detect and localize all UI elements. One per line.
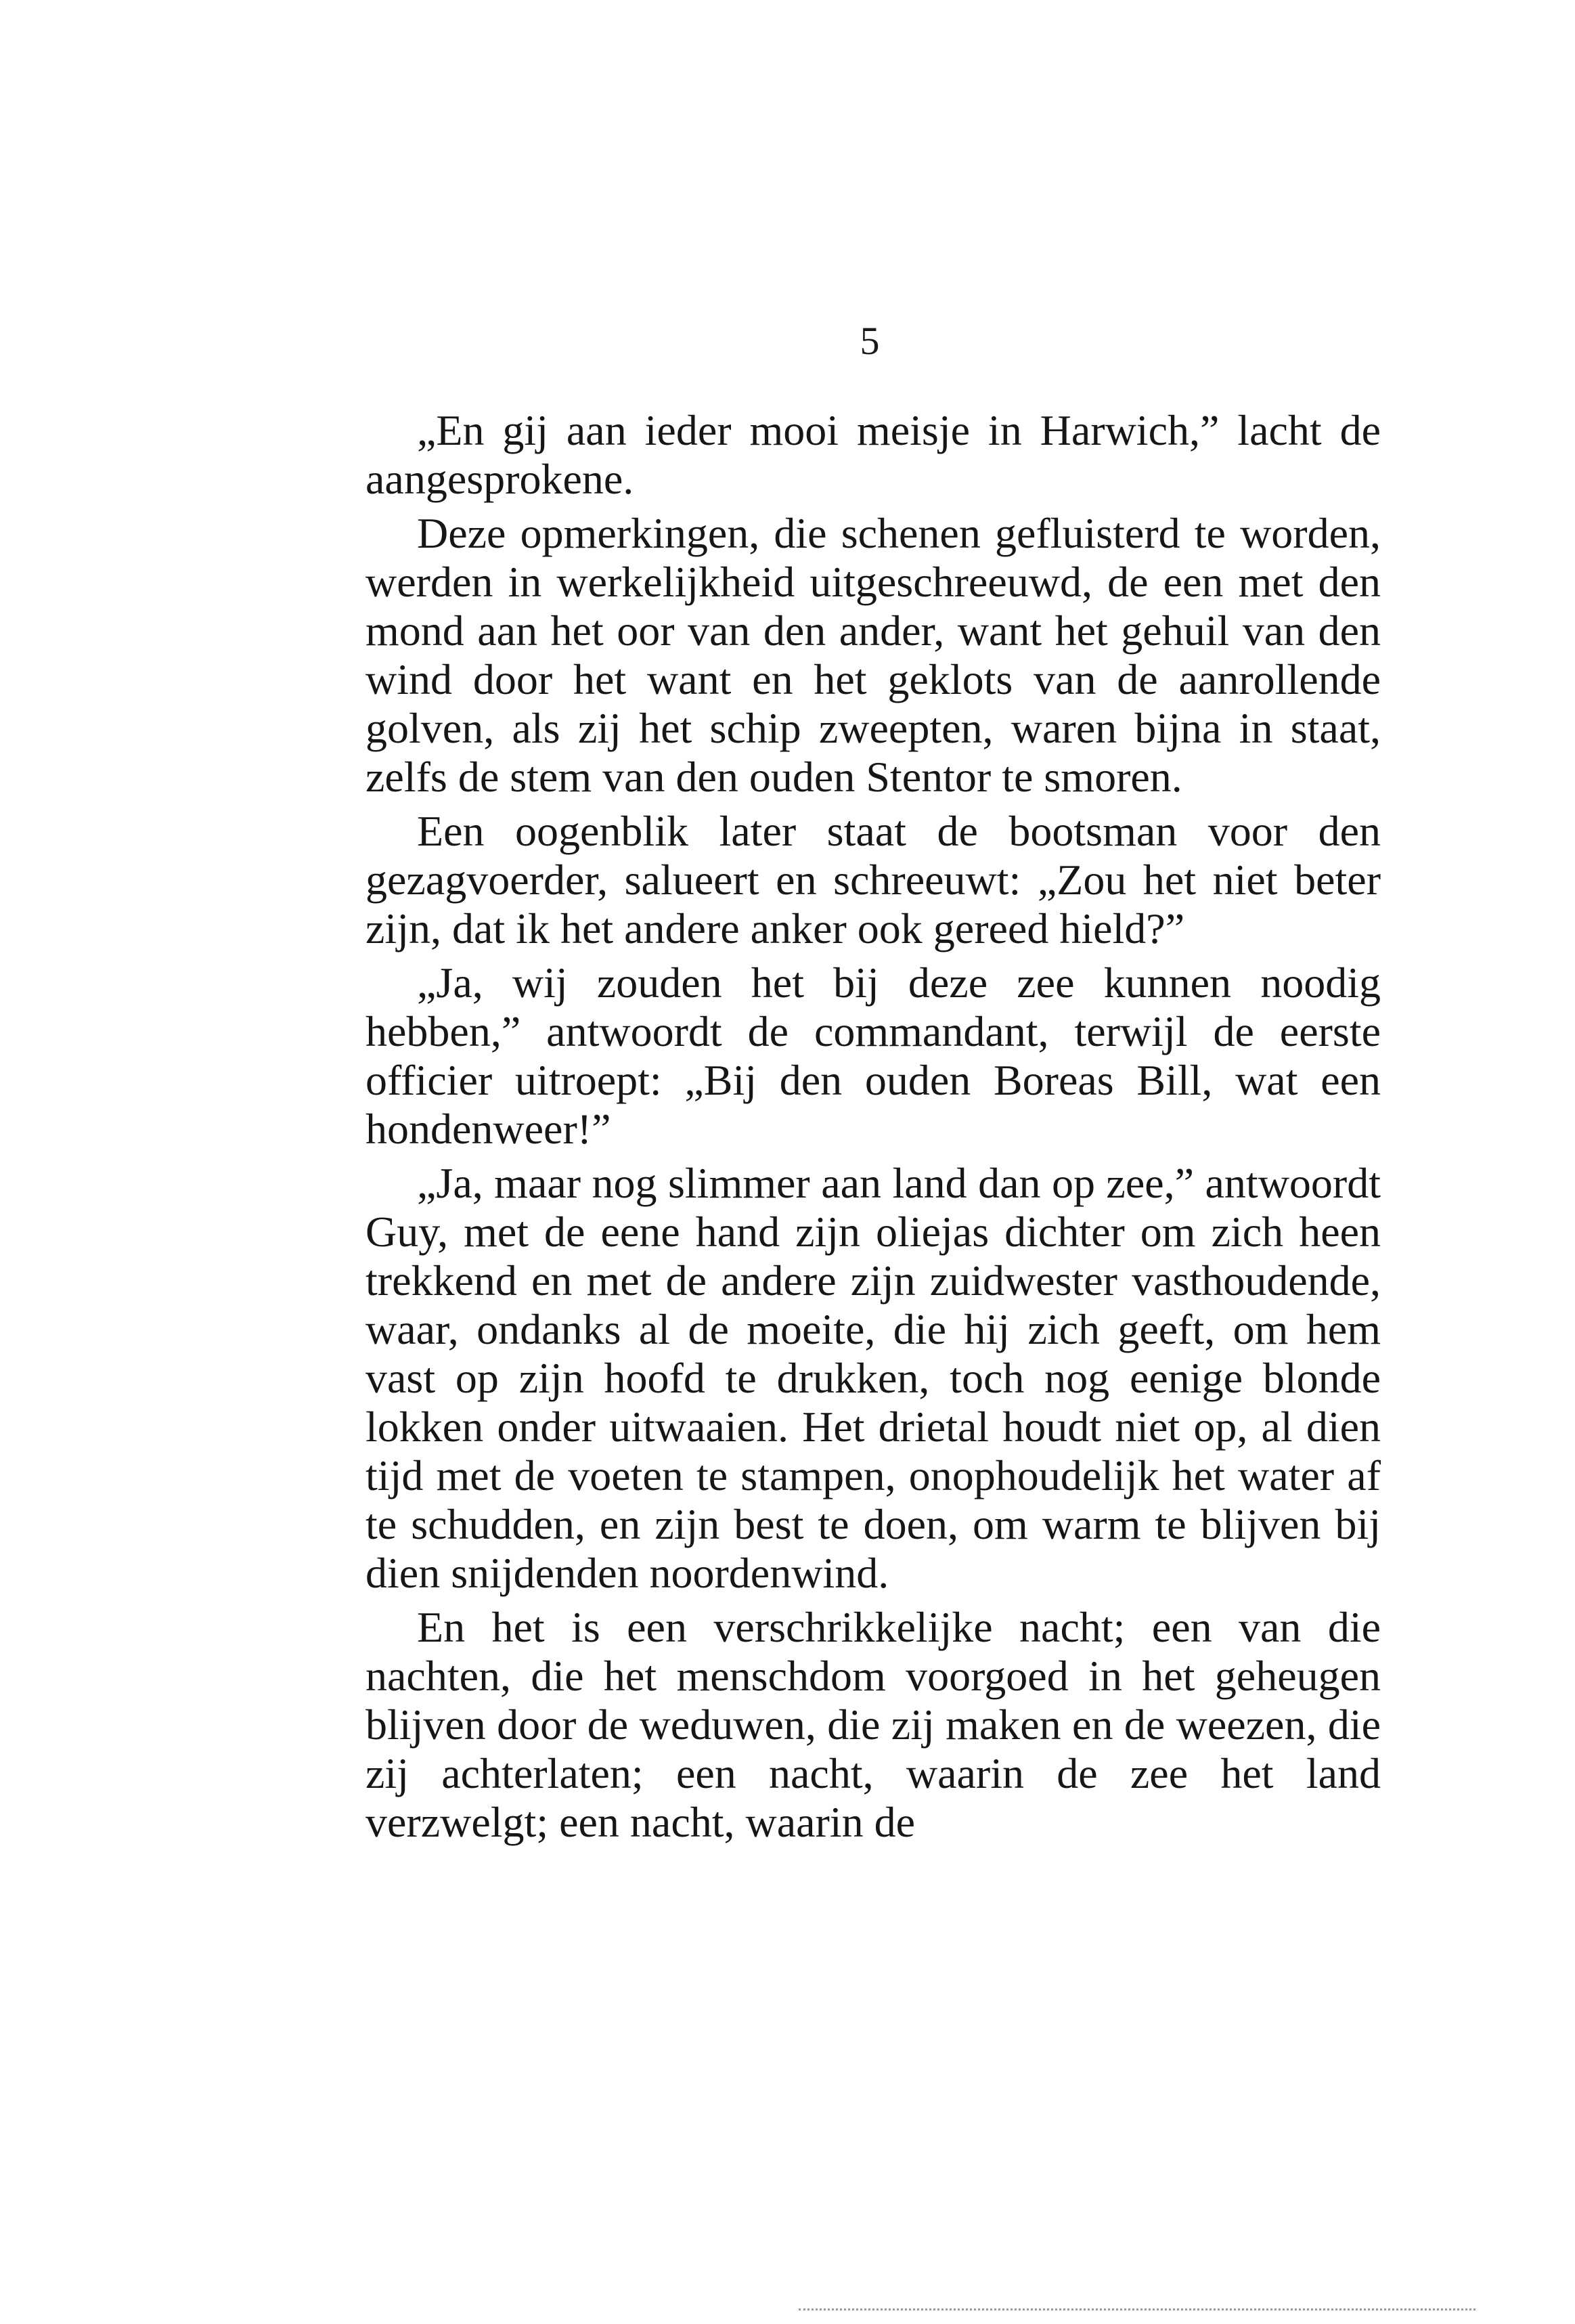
body-text [365, 406, 1381, 1847]
paragraph-5: „Ja, maar nog slimmer aan land dan op zee,” antwoordt Guy, met de eene hand zijn oliejas dichter om zich heen trekkend en met de andere zijn zuidwester vasthoudende, waar, ondanks al de moeite, die hij zich geeft, om hem vast op zijn hoofd te drukken, toch nog eenige blonde lokken onder uitwaaien. Het drietal houdt niet op, al dien tijd met de voeten te stampen, onophoudelijk het water af te schudden, en zijn best te doen, om warm te blijven bij dien snijdenden noordenwind. [365, 1159, 1381, 1597]
paragraph-2: Deze opmerkingen, die schenen gefluisterd te worden, werden in werkelijkheid uitgeschreeuwd, de een met den mond aan het oor van den ander, want het gehuil van den wind door het want en het geklots van de aanrollende golven, als zij het schip zweepten, waren bijna in staat, zelfs de stem van den ouden Stentor te smoren. [365, 509, 1381, 801]
paragraph-6: En het is een verschrikkelijke nacht; een van die nachten, die het menschdom voorgoed in het geheugen blijven door de weduwen, die zij maken en de weezen, die zij achterlaten; een nacht, waarin de zee het land verzwelgt; een nacht, waarin de [365, 1603, 1381, 1846]
paragraph-1: „En gij aan ieder mooi meisje in Harwich,” lacht de aangesprokene. [365, 406, 1381, 503]
page-edge-rule [799, 2308, 1476, 2310]
page-number: 5 [860, 319, 880, 363]
paragraph-4: „Ja, wij zouden het bij deze zee kunnen noodig hebben,” antwoordt de commandant, terwijl de eerste officier uitroept: „Bij den ouden Boreas Bill, wat een hondenweer!” [365, 959, 1381, 1153]
paragraph-3: Een oogenblik later staat de bootsman voor den gezagvoerder, salueert en schreeuwt: „Zou het niet beter zijn, dat ik het andere anker ook gereed hield?” [365, 807, 1381, 952]
